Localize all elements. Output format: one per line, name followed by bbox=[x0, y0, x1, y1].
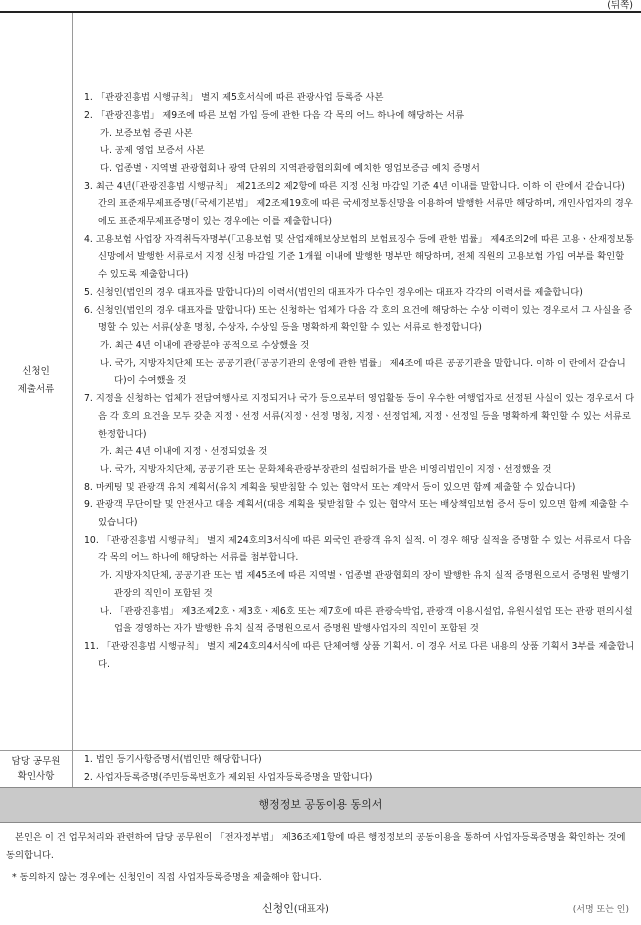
applicant-doc-item: 가. 최근 4년 이내에 지정ㆍ선정되었을 것 bbox=[100, 446, 268, 458]
signer-subtitle: (대표자) bbox=[293, 904, 329, 915]
applicant-docs-label-line2: 제출서류 bbox=[17, 384, 55, 396]
applicant-doc-item: 11. 「관광진흥법 시행규칙」 별지 제24호의4서식에 따른 단체여행 상품 기획서. 이 경우 서로 다른 내용의 상품 기획서 3부를 제출합니다. bbox=[84, 640, 635, 670]
applicant-docs-label-line1: 신청인 bbox=[22, 366, 50, 378]
applicant-doc-item: 4. 고용보험 사업장 자격취득자명부(「고용보험 및 산업재해보상보험의 보험료징수 등에 관한 법률」 제4조의2에 따른 고용ㆍ산재정보통신망에서 발행한 서류로서 지정 신청 마감일 기준 1개월 이내에 발행한 명부만 해당하며, 전체 직원의 고용보험 가입 여부를 확인할 수 있도록 제출합니다) bbox=[84, 233, 634, 281]
consent-note: * 동의하지 않는 경우에는 신청인이 직접 사업자등록증명을 제출해야 합니다. bbox=[12, 872, 322, 883]
applicant-doc-item: 9. 관광객 무단이탈 및 안전사고 대응 계획서(대응 계획을 뒷받침할 수 있는 협약서 또는 배상책임보험 증서 등이 있으면 함께 제출할 수 있습니다) bbox=[84, 499, 629, 529]
consent-body bbox=[0, 829, 641, 887]
applicant-doc-item: 1. 「관광진흥법 시행규칙」 별지 제5호서식에 따른 관광사업 등록증 사본 bbox=[84, 92, 384, 104]
applicant-doc-item: 8. 마케팅 및 관광객 유치 계획서(유치 계획을 뒷받침할 수 있는 협약서 또는 계약서 등이 있으면 함께 제출할 수 있습니다) bbox=[84, 481, 576, 493]
official-check-item: 2. 사업자등록증명(주민등록번호가 제외된 사업자등록증명을 말합니다) bbox=[84, 772, 373, 783]
official-check-label-line1: 담당 공무원 bbox=[11, 756, 61, 767]
submission-table bbox=[0, 13, 641, 789]
applicant-doc-item: 나. 국가, 지방자치단체, 공공기관 또는 문화체육관광부장관의 설립허가를 받은 비영리법인이 지정ㆍ선정했을 것 bbox=[100, 463, 552, 475]
applicant-doc-item: 10. 「관광진흥법 시행규칙」 별지 제24호의3서식에 따른 외국인 관광객 유치 실적. 이 경우 해당 실적을 증명할 수 있는 서류로서 다음 각 목의 어느 하나에 해당하는 서류를 첨부합니다. bbox=[84, 534, 632, 564]
signer-label bbox=[262, 901, 329, 918]
applicant-doc-item: 다. 업종별ㆍ지역별 관광협회나 광역 단위의 지역관광협의회에 예치한 영업보증금 예치 증명서 bbox=[100, 162, 480, 174]
signature-mark: (서명 또는 인) bbox=[572, 905, 629, 915]
consent-paragraph: 본인은 이 건 업무처리와 관련하여 담당 공무원이 「전자정부법」 제36조제1항에 따른 행정정보의 공동이용을 통하여 사업자등록증명을 확인하는 것에 동의합니다. bbox=[6, 832, 626, 861]
signer-title: 신청인 bbox=[262, 902, 294, 915]
back-page-label: (뒤쪽) bbox=[607, 0, 633, 11]
consent-title: 행정정보 공동이용 동의서 bbox=[0, 787, 641, 823]
applicant-doc-item: 5. 신청인(법인의 경우 대표자를 말합니다)의 이력서(법인의 대표자가 다수인 경우에는 대표자 각각의 이력서를 제출합니다) bbox=[84, 286, 583, 298]
applicant-doc-item: 나. 「관광진흥법」 제3조제2호ㆍ제3호ㆍ제6호 또는 제7호에 따른 관광숙박업, 관광객 이용시설업, 유원시설업 또는 관광 편의시설업을 경영하는 자가 발행한 유치 실적 증명원으로서 증명원 발행사업자의 직인이 포함된 것 bbox=[100, 605, 633, 635]
applicant-docs-label bbox=[0, 13, 73, 750]
applicant-doc-item: 7. 지정을 신청하는 업체가 전담여행사로 지정되거나 국가 등으로부터 영업활동 등이 우수한 여행업자로 선정된 사실이 있는 경우로서 다음 각 호의 요건을 모두 갖춘 지정ㆍ선정 서류(지정ㆍ선정 명칭, 지정ㆍ선정업체, 지정ㆍ선정일 등을 명확하게 확인할 수 있는 서류로 한정합니다) bbox=[84, 393, 635, 440]
applicant-doc-item: 가. 지방자치단체, 공공기관 또는 법 제45조에 따른 지역별ㆍ업종별 관광협회의 장이 발행한 유치 실적 증명원으로서 증명원 발행기관장의 직인이 포함된 것 bbox=[100, 570, 630, 599]
applicant-doc-item: 3. 최근 4년(「관광진흥법 시행규칙」 제21조의2 제2항에 따른 지정 신청 마감일 기준 4년 이내를 말합니다. 이하 이 란에서 같습니다) 간의 표준재무제표증명(「국세기본법」 제2조제19호에 따른 국세정보통신망을 이용하여 발행한 서류만 해당하며, 개인사업자의 경우에도 표준재무제표증명이 있는 경우에는 이를 제출합니다) bbox=[84, 180, 633, 228]
official-check-label-line2: 확인사항 bbox=[17, 771, 55, 782]
official-check-list bbox=[73, 750, 641, 788]
applicant-doc-item: 가. 보증보험 증권 사본 bbox=[100, 127, 193, 139]
applicant-docs-list bbox=[73, 13, 641, 750]
applicant-doc-item: 나. 국가, 지방자치단체 또는 공공기관(「공공기관의 운영에 관한 법률」 제4조에 따른 공공기관을 말합니다. 이하 이 란에서 같습니다)이 수여했을 것 bbox=[100, 357, 626, 387]
applicant-docs-row bbox=[0, 13, 641, 750]
applicant-doc-item: 6. 신청인(법인의 경우 대표자를 말합니다) 또는 신청하는 업체가 다음 각 호의 요건에 해당하는 수상 이력이 있는 경우로서 그 사실을 증명할 수 있는 서류(상훈 명칭, 수상자, 수상일 등을 명확하게 확인할 수 있는 서류로 한정합니다) bbox=[84, 304, 633, 334]
official-check-row bbox=[0, 750, 641, 788]
applicant-doc-item: 나. 공제 영업 보증서 사본 bbox=[100, 145, 205, 157]
applicant-doc-item: 가. 최근 4년 이내에 관광분야 공적으로 수상했을 것 bbox=[100, 339, 310, 351]
official-check-item: 1. 법인 등기사항증명서(법인만 해당합니다) bbox=[84, 754, 262, 766]
official-check-label bbox=[0, 750, 73, 788]
applicant-doc-item: 2. 「관광진흥법」 제9조에 따른 보험 가입 등에 관한 다음 각 목의 어느 하나에 해당하는 서류 bbox=[84, 109, 465, 121]
